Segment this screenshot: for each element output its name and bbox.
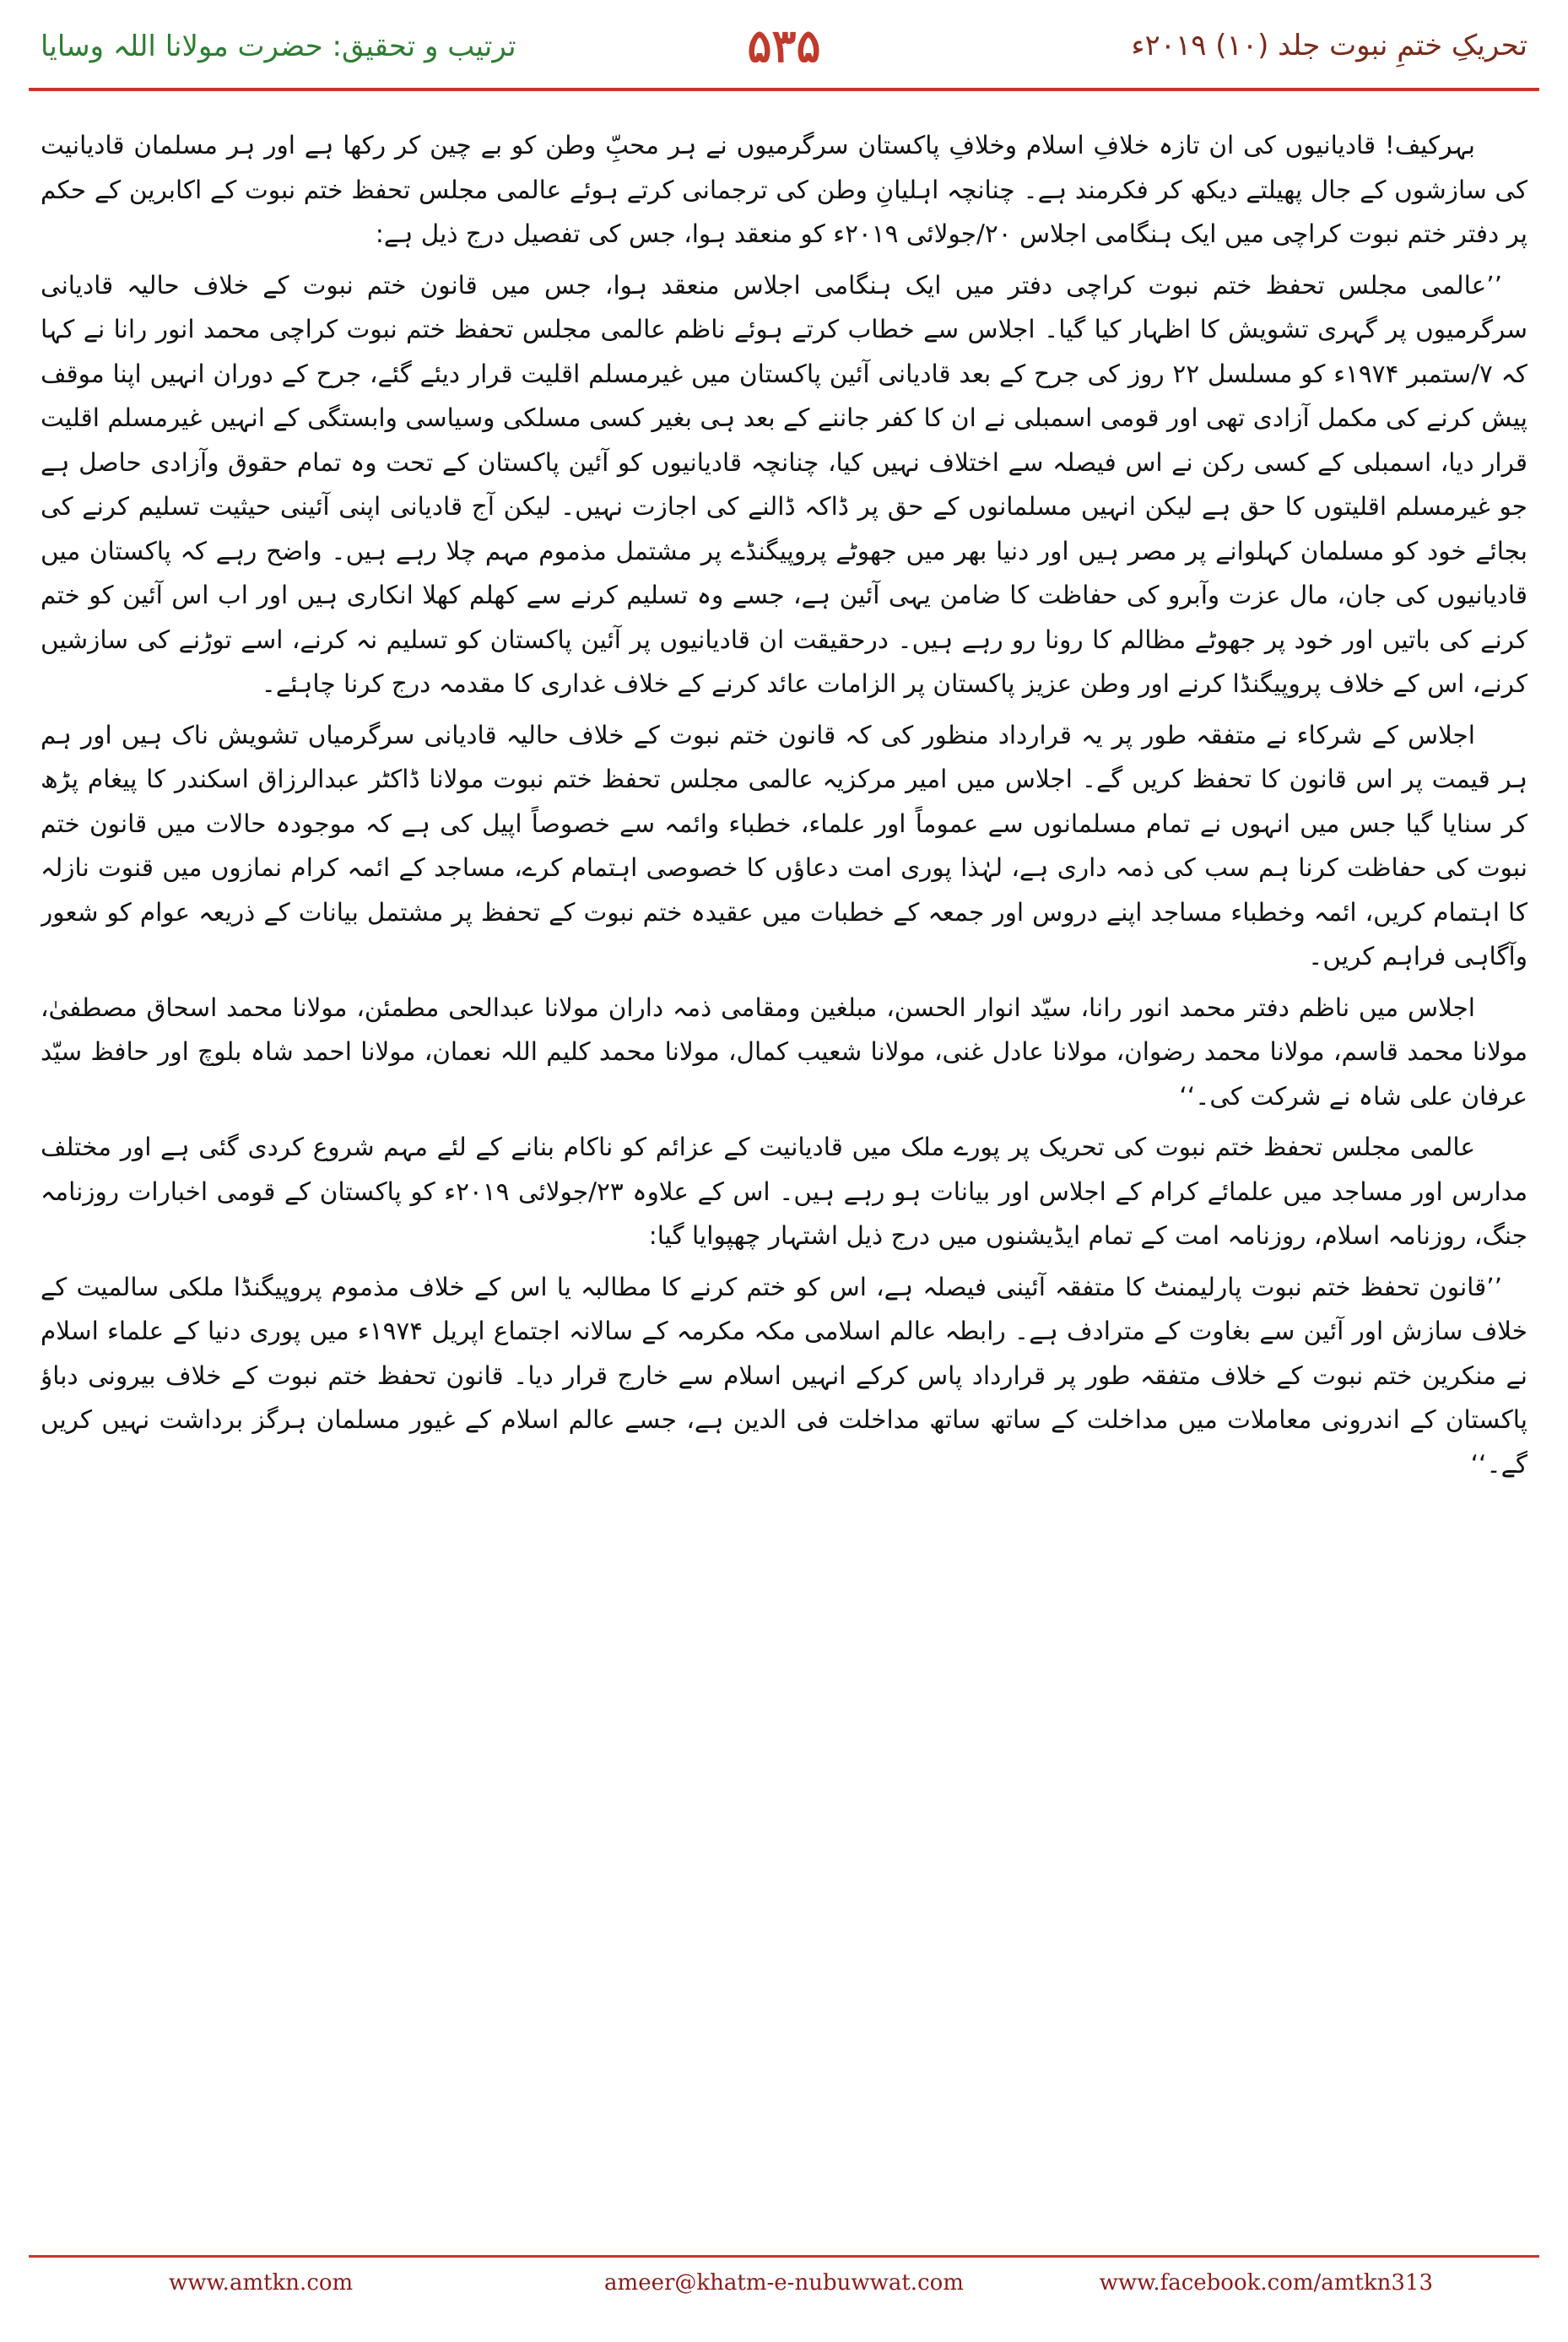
paragraph-intro: بہرکیف! قادیانیوں کی ان تازہ خلافِ اسلام وخلافِ پاکستان سرگرمیوں نے ہر محبِّ وطن کو بے چین کر رکھا ہے اور ہر مسلمان قادیانیت کی سازشوں کے جال پھیلتے دیکھ کر فکرمند ہے۔ چنانچہ اہلیانِ وطن کی ترجمانی کرتے ہوئے عالمی مجلس تحفظ ختم نبوت کے اکابرین کے حکم پر دفتر ختم نبوت کراچی میں ایک ہنگامی اجلاس ۲۰/جولائی ۲۰۱۹ء کو منعقد ہوا، جس کی تفصیل درج ذیل ہے: [41,131,1527,248]
book-title: تحریکِ ختمِ نبوت جلد (۱۰) ۲۰۱۹ء [1131,29,1527,62]
page-header [25,17,1543,86]
facebook-link[interactable]: www.facebook.com/amtkn313 [1099,2270,1433,2296]
footer-divider [29,2255,1539,2258]
compiler-credit: ترتیب و تحقیق: حضرت مولانا اللہ وسایا [41,30,516,63]
email-link[interactable]: ameer@khatm-e-nubuwwat.com [604,2270,964,2296]
paragraph-campaign: عالمی مجلس تحفظ ختم نبوت کی تحریک پر پورے ملک میں قادیانیت کے عزائم کو ناکام بنانے کے لئے مہم شروع کردی گئی ہے اور مختلف مدارس اور مساجد میں علمائے کرام کے اجلاس اور بیانات ہو رہے ہیں۔ اس کے علاوہ ۲۳/جولائی ۲۰۱۹ء کو پاکستان کے قومی اخبارات روزنامہ جنگ، روزنامہ اسلام، روزنامہ امت کے تمام ایڈیشنوں میں درج ذیل اشتہار چھپوایا گیا: [41,1133,1527,1250]
paragraph-participants: اجلاس میں ناظم دفتر محمد انور رانا، سیّد انوار الحسن، مبلغین ومقامی ذمہ داران مولانا عبدالحی مطمئن، مولانا محمد اسحاق مصطفیٰ، مولانا محمد قاسم، مولانا محمد رضوان، مولانا عادل غنی، مولانا شعیب کمال، مولانا محمد کلیم اللہ نعمان، مولانا احمد شاہ بلوچ اور حافظ سیّد عرفان علی شاہ نے شرکت کی۔‘‘ [41,993,1527,1111]
paragraph-meeting-report: ’’عالمی مجلس تحفظ ختم نبوت کراچی دفتر میں ایک ہنگامی اجلاس منعقد ہوا، جس میں قانون ختم نبوت کے خلاف حالیہ قادیانی سرگرمیوں پر گہری تشویش کا اظہار کیا گیا۔ اجلاس سے خطاب کرتے ہوئے ناظم عالمی مجلس تحفظ ختم نبوت کراچی محمد انور رانا نے کہا کہ ۷/ستمبر ۱۹۷۴ء کو مسلسل ۲۲ روز کی جرح کے بعد قادیانی آئین پاکستان میں غیرمسلم اقلیت قرار دیئے گئے، جرح کے دوران انہیں اپنا موقف پیش کرنے کی مکمل آزادی تھی اور قومی اسمبلی نے ان کا کفر جاننے کے بعد ہی بغیر کسی مسلکی وسیاسی وابستگی کے انہیں غیرمسلم اقلیت قرار دیا، اسمبلی کے کسی رکن نے اس فیصلہ سے اختلاف نہیں کیا، چنانچہ قادیانیوں کو آئین پاکستان کے تحت وہ تمام حقوق وآزادی حاصل ہے جو غیرمسلم اقلیتوں کا حق ہے لیکن انہیں مسلمانوں کے حق پر ڈاکہ ڈالنے کی اجازت نہیں۔ لیکن آج قادیانی اپنی آئینی حیثیت تسلیم کرنے کی بجائے خود کو مسلمان کہلوانے پر مصر ہیں اور دنیا بھر میں جھوٹے پروپیگنڈے پر مشتمل مذموم مہم چلا رہے ہیں۔ واضح رہے کہ پاکستان میں قادیانیوں کی جان، مال عزت وآبرو کی حفاظت کا ضامن یہی آئین ہے، جسے وہ تسلیم کرنے سے کھلم کھلا انکاری ہیں اور اب اس آئین کو ختم کرنے کی باتیں اور خود پر جھوٹے مظالم کا رونا رو رہے ہیں۔ درحقیقت ان قادیانیوں پر آئین پاکستان کو تسلیم نہ کرنے، اسے توڑنے کی سازشیں کرنے، اس کے خلاف پروپیگنڈا کرنے اور وطن عزیز پاکستان پر الزامات عائد کرنے کے خلاف غداری کا مقدمہ درج کرنا چاہئے۔ [41,270,1527,698]
website-link[interactable]: www.amtkn.com [169,2270,354,2296]
header-divider [29,88,1539,91]
paragraph-advertisement: ’’قانون تحفظ ختم نبوت پارلیمنٹ کا متفقہ آئینی فیصلہ ہے، اس کو ختم کرنے کا مطالبہ یا اس کے خلاف مذموم پروپیگنڈا ملکی سالمیت کے خلاف سازش اور آئین سے بغاوت کے مترادف ہے۔ رابطہ عالم اسلامی مکہ مکرمہ کے سالانہ اجتماع اپریل ۱۹۷۴ء میں پوری دنیا کے علماء اسلام نے منکرین ختم نبوت کے خلاف متفقہ طور پر قرارداد پاس کرکے انہیں اسلام سے خارج قرار دیا۔ قانون تحفظ ختم نبوت کے خلاف بیرونی دباؤ پاکستان کے اندرونی معاملات میں مداخلت کے ساتھ ساتھ مداخلت فی الدین ہے، جسے عالم اسلام کے غیور مسلمان ہرگز برداشت نہیں کریں گے۔‘‘ [41,1272,1527,1479]
paragraph-resolution: اجلاس کے شرکاء نے متفقہ طور پر یہ قرارداد منظور کی کہ قانون ختم نبوت کے خلاف حالیہ قادیانی سرگرمیاں تشویش ناک ہیں اور ہم ہر قیمت پر اس قانون کا تحفظ کریں گے۔ اجلاس میں امیر مرکزیہ عالمی مجلس تحفظ ختم نبوت مولانا ڈاکٹر عبدالرزاق اسکندر کا پیغام پڑھ کر سنایا گیا جس میں انہوں نے تمام مسلمانوں سے عموماً اور علماء، خطباء وائمہ سے خصوصاً اپیل کی ہے کہ موجودہ حالات میں قانون ختم نبوت کی حفاظت کرنا ہم سب کی ذمہ داری ہے، لہٰذا پوری امت دعاؤں کا خصوصی اہتمام کرے، مساجد کے ائمہ کرام نمازوں میں قنوت نازلہ کا اہتمام کریں، ائمہ وخطباء مساجد اپنے دروس اور جمعہ کے خطبات میں عقیدہ ختم نبوت کے تحفظ پر مشتمل بیانات کے ذریعہ عوام کو شعور وآگاہی فراہم کریں۔ [41,720,1527,971]
page-body [41,123,1527,2241]
page-footer [0,2270,1568,2309]
page-number: ۵۳۵ [747,19,821,73]
